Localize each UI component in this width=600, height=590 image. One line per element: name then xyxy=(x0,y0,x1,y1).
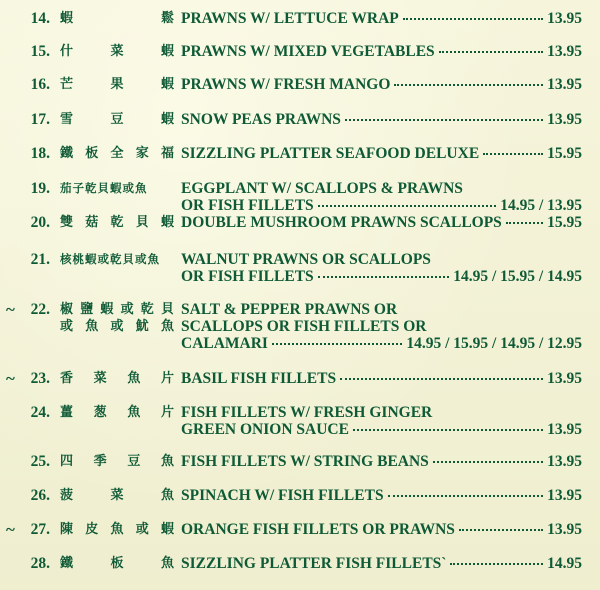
chinese-char: 芒 xyxy=(60,77,74,92)
item-number: 14. xyxy=(30,10,50,27)
chinese-char: 鐵 xyxy=(60,556,74,571)
chinese-char: 陳 xyxy=(60,522,74,537)
item-number: 21. xyxy=(30,251,50,268)
chinese-name xyxy=(60,521,174,538)
chinese-char: 果 xyxy=(110,77,124,92)
chinese-char: 什 xyxy=(60,44,74,59)
chinese-char: 季 xyxy=(93,454,107,469)
item-description-line xyxy=(181,76,582,93)
item-description: WALNUT PRAWNS OR SCALLOPS xyxy=(181,251,431,268)
chinese-char: 蝦 xyxy=(160,44,174,59)
chinese-char: 板 xyxy=(110,556,124,571)
item-price: 15.95 xyxy=(547,145,582,162)
chinese-char: 家 xyxy=(135,146,149,161)
item-description-line xyxy=(181,487,582,504)
chinese-name: 核桃蝦或乾貝或魚 xyxy=(60,252,160,266)
item-description-line xyxy=(181,10,582,27)
item-price: 14.95 xyxy=(547,555,582,572)
chinese-char: 蝦 xyxy=(60,11,74,26)
item-price: 13.95 xyxy=(547,43,582,60)
item-description: SNOW PEAS PRAWNS xyxy=(181,111,341,128)
chinese-char: 椒 xyxy=(60,302,74,317)
chinese-char: 菠 xyxy=(60,488,74,503)
chinese-name xyxy=(60,10,174,27)
chinese-char: 魚 xyxy=(160,319,174,334)
chinese-char: 或 xyxy=(120,302,134,317)
item-description-line xyxy=(181,268,582,285)
item-description-line xyxy=(181,214,582,231)
chinese-char: 鹽 xyxy=(80,302,94,317)
item-description-line xyxy=(181,111,582,128)
dot-leader xyxy=(353,429,543,431)
dot-leader xyxy=(318,276,450,278)
item-number: 23. xyxy=(30,370,50,387)
chinese-char: 薑 xyxy=(60,405,74,420)
item-number: 25. xyxy=(30,453,50,470)
chinese-char: 菇 xyxy=(85,215,99,230)
item-description: CALAMARI xyxy=(181,335,268,352)
item-number: 15. xyxy=(30,43,50,60)
spicy-icon: ~ xyxy=(6,520,15,539)
item-description-line xyxy=(181,335,582,352)
spicy-icon: ~ xyxy=(6,369,15,388)
chinese-char: 豆 xyxy=(110,112,124,127)
chinese-char: 貝 xyxy=(135,215,149,230)
chinese-char: 魷 xyxy=(135,319,149,334)
chinese-char: 片 xyxy=(160,371,174,386)
chinese-char: 或 xyxy=(135,522,149,537)
item-number: 18. xyxy=(30,145,50,162)
item-description-line xyxy=(181,404,582,421)
chinese-name xyxy=(60,301,174,318)
item-description-line xyxy=(181,318,582,335)
chinese-name xyxy=(60,43,174,60)
chinese-char: 蝦 xyxy=(160,215,174,230)
dot-leader xyxy=(450,563,543,565)
item-description: DOUBLE MUSHROOM PRAWNS SCALLOPS xyxy=(181,214,502,231)
item-price: 13.95 xyxy=(547,487,582,504)
chinese-char: 菜 xyxy=(110,44,124,59)
item-description-line xyxy=(181,251,582,268)
chinese-char: 魚 xyxy=(85,319,99,334)
item-price: 14.95 / 13.95 xyxy=(500,197,582,214)
item-number: 24. xyxy=(30,404,50,421)
item-description: SALT & PEPPER PRAWNS OR xyxy=(181,301,398,318)
item-description: FISH FILLETS W/ FRESH GINGER xyxy=(181,404,433,421)
item-description-line xyxy=(181,421,582,438)
chinese-name-line2 xyxy=(60,318,174,335)
chinese-name xyxy=(60,111,174,128)
dot-leader xyxy=(403,18,543,20)
item-price: 13.95 xyxy=(547,76,582,93)
item-description: GREEN ONION SAUCE xyxy=(181,421,349,438)
chinese-char: 板 xyxy=(85,146,99,161)
item-description: BASIL FISH FILLETS xyxy=(181,370,337,387)
dot-leader xyxy=(272,343,402,345)
chinese-char: 蝦 xyxy=(160,77,174,92)
chinese-char: 福 xyxy=(160,146,174,161)
chinese-char: 四 xyxy=(60,454,74,469)
item-number: 26. xyxy=(30,487,50,504)
item-description-line xyxy=(181,145,582,162)
item-description: SIZZLING PLATTER FISH FILLETS` xyxy=(181,555,447,572)
item-number: 27. xyxy=(30,521,50,538)
item-number: 22. xyxy=(30,301,50,318)
chinese-char: 鬆 xyxy=(160,11,174,26)
chinese-char: 雪 xyxy=(60,112,74,127)
item-price: 13.95 xyxy=(547,111,582,128)
item-price: 13.95 xyxy=(547,370,582,387)
chinese-char: 或 xyxy=(60,319,74,334)
item-description-line xyxy=(181,197,582,214)
chinese-char: 香 xyxy=(60,371,74,386)
chinese-char: 魚 xyxy=(160,556,174,571)
chinese-char: 片 xyxy=(160,405,174,420)
dot-leader xyxy=(439,51,543,53)
item-description-line xyxy=(181,43,582,60)
item-description: PRAWNS W/ FRESH MANGO xyxy=(181,76,391,93)
dot-leader xyxy=(340,378,543,380)
item-number: 16. xyxy=(30,76,50,93)
chinese-char: 菜 xyxy=(93,371,107,386)
item-description: EGGPLANT W/ SCALLOPS & PRAWNS xyxy=(181,180,463,197)
item-price: 13.95 xyxy=(547,10,582,27)
dot-leader xyxy=(318,205,497,207)
chinese-char: 魚 xyxy=(160,488,174,503)
chinese-char: 蝦 xyxy=(160,522,174,537)
item-description: SIZZLING PLATTER SEAFOOD DELUXE xyxy=(181,145,480,162)
chinese-char: 葱 xyxy=(93,405,107,420)
chinese-char: 雙 xyxy=(60,215,74,230)
dot-leader xyxy=(459,529,543,531)
item-price: 13.95 xyxy=(547,421,582,438)
dot-leader xyxy=(388,495,544,497)
chinese-char: 乾 xyxy=(140,302,154,317)
item-price: 13.95 xyxy=(547,521,582,538)
item-description: ORANGE FISH FILLETS OR PRAWNS xyxy=(181,521,455,538)
chinese-char: 乾 xyxy=(110,215,124,230)
item-number: 17. xyxy=(30,111,50,128)
chinese-char: 蝦 xyxy=(160,112,174,127)
chinese-char: 豆 xyxy=(127,454,141,469)
item-description-line xyxy=(181,180,582,197)
chinese-char: 皮 xyxy=(85,522,99,537)
dot-leader xyxy=(483,153,543,155)
chinese-char: 鐵 xyxy=(60,146,74,161)
chinese-name xyxy=(60,214,174,231)
chinese-char: 魚 xyxy=(127,405,141,420)
item-price: 14.95 / 15.95 / 14.95 xyxy=(453,268,582,285)
chinese-name xyxy=(60,453,174,470)
item-description: PRAWNS W/ MIXED VEGETABLES xyxy=(181,43,435,60)
item-description-line xyxy=(181,301,582,318)
chinese-name xyxy=(60,76,174,93)
dot-leader xyxy=(345,119,543,121)
dot-leader xyxy=(394,84,543,86)
item-description: SPINACH W/ FISH FILLETS xyxy=(181,487,384,504)
chinese-name xyxy=(60,370,174,387)
dot-leader xyxy=(506,222,543,224)
item-description-line xyxy=(181,453,582,470)
item-description: OR FISH FILLETS xyxy=(181,268,314,285)
item-number: 20. xyxy=(30,214,50,231)
item-description: OR FISH FILLETS xyxy=(181,197,314,214)
item-description: PRAWNS W/ LETTUCE WRAP xyxy=(181,10,399,27)
chinese-char: 全 xyxy=(110,146,124,161)
item-description-line xyxy=(181,521,582,538)
spicy-icon: ~ xyxy=(6,300,15,319)
dot-leader xyxy=(433,461,543,463)
chinese-name xyxy=(60,487,174,504)
item-price: 15.95 xyxy=(547,214,582,231)
chinese-name xyxy=(60,145,174,162)
chinese-char: 魚 xyxy=(127,371,141,386)
chinese-char: 或 xyxy=(110,319,124,334)
item-price: 14.95 / 15.95 / 14.95 / 12.95 xyxy=(406,335,582,352)
chinese-char: 菜 xyxy=(110,488,124,503)
item-number: 28. xyxy=(30,555,50,572)
chinese-char: 貝 xyxy=(160,302,174,317)
item-number: 19. xyxy=(30,180,50,197)
item-description-line xyxy=(181,555,582,572)
chinese-name xyxy=(60,555,174,572)
chinese-name xyxy=(60,404,174,421)
item-price: 13.95 xyxy=(547,453,582,470)
chinese-char: 魚 xyxy=(160,454,174,469)
item-description-line xyxy=(181,370,582,387)
chinese-char: 魚 xyxy=(110,522,124,537)
chinese-char: 蝦 xyxy=(100,302,114,317)
item-description: SCALLOPS OR FISH FILLETS OR xyxy=(181,318,427,335)
item-description: FISH FILLETS W/ STRING BEANS xyxy=(181,453,429,470)
chinese-name: 茄子乾貝蝦或魚 xyxy=(60,181,148,195)
